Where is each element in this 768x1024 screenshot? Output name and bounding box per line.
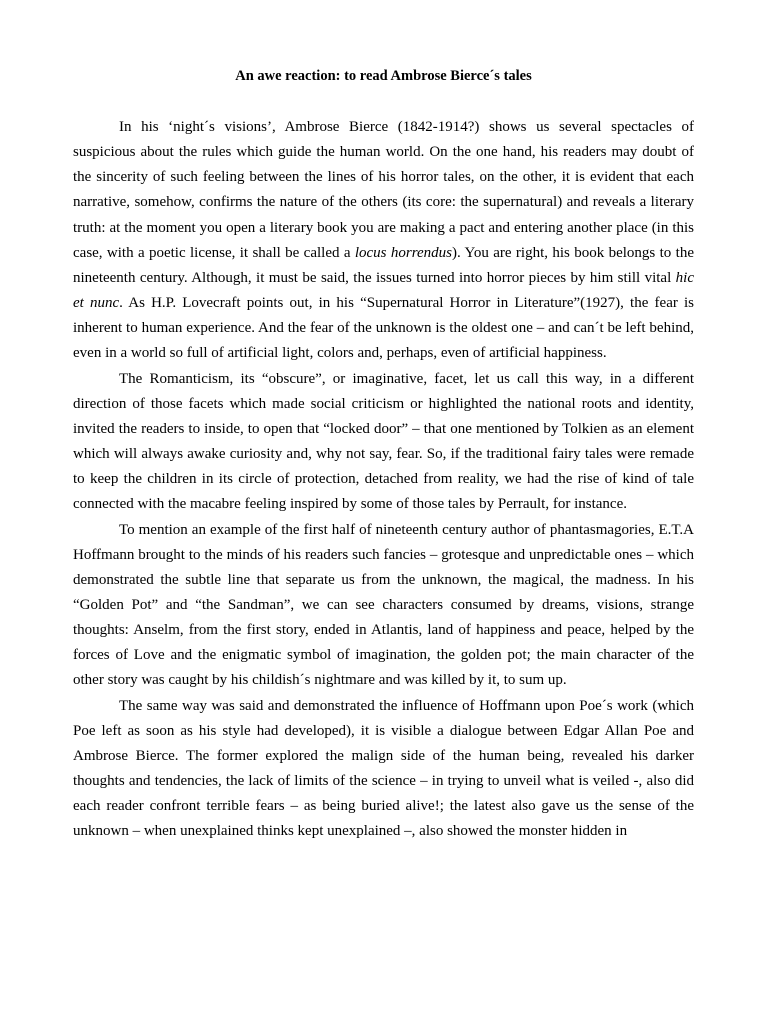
paragraph-1-text-3: . As H.P. Lovecraft points out, in his “Supernatural Horror in Literature”(1927), the fear is inherent to human experience. And the fear of the unknown is the oldest one – and can´t be left behind, even in a world so full of artificial light, colors and, perhaps, even of artificial happiness. <box>73 295 695 362</box>
paragraph-3-text: To mention an example of the first half of nineteenth century author of phantasmagories, E.T.A Hoffmann brought to the minds of his readers such fancies – grotesque and unpredictable ones – which demonstrated the subtle line that separate us from the unknown, the magical, the madness. In his “Golden Pot” and “the Sandman”, we can see characters consumed by dreams, visions, strange thoughts: Anselm, from the first story, ended in Atlantis, land of happiness and peace, helped by the forces of Love and the enigmatic symbol of imagination, the golden pot; the main character of the other story was caught by his childish´s nightmare and was killed by it, to sum up. <box>73 521 694 689</box>
document-page <box>73 66 694 845</box>
paragraph-3 <box>73 518 694 694</box>
paragraph-1-text-1: In his ‘night´s visions’, Ambrose Bierce (1842-1914?) shows us several spectacles of suspicious about the rules which guide the human world. On the one hand, his readers may doubt of the sincerity of such feeling between the lines of his horror tales, on the other, it is evident that each narrative, somehow, confirms the nature of the others (its core: the supernatural) and reveals a literary truth: at the moment you open a literary book you are making a pact and entering another place (in this case, with a poetic license, it shall be called a <box>73 119 694 261</box>
paragraph-4-text: The same way was said and demonstrated the influence of Hoffmann upon Poe´s work (which Poe left as soon as his style had developed), it is visible a dialogue between Edgar Allan Poe and Ambrose Bierce. The former explored the malign side of the human being, revealed his darker thoughts and tendencies, the lack of limits of the science – in trying to unveil what is veiled -, also did each reader confront terrible fears – as being buried alive!; the latest also gave us the sense of the unknown – when unexplained thinks kept unexplained –, also showed the monster hidden in <box>73 697 694 840</box>
paragraph-1-italic-locus: locus horrendus <box>354 244 452 261</box>
paragraph-2 <box>73 367 694 518</box>
paragraph-4 <box>73 694 694 845</box>
paragraph-1-italic-hic: hic et nunc <box>73 269 694 312</box>
paragraph-1 <box>73 115 694 367</box>
paragraph-1-text-2: ). You are right, his book belongs to the nineteenth century. Although, it must be said, the issues turned into horror pieces by him still vital <box>73 244 694 286</box>
paragraph-2-text: The Romanticism, its “obscure”, or imaginative, facet, let us call this way, in a different direction of those facets which made social criticism or highlighted the national roots and identity, invited the readers to inside, to open that “locked door” – that one mentioned by Tolkien as an element which will always awake curiosity and, why not say, fear. So, if the traditional fairy tales were remade to keep the children in its circle of protection, detached from reality, we had the rise of kind of tale connected with the macabre feeling inspired by some of those tales by Perrault, for instance. <box>73 370 694 513</box>
document-title: An awe reaction: to read Ambrose Bierce´s tales <box>235 68 532 84</box>
